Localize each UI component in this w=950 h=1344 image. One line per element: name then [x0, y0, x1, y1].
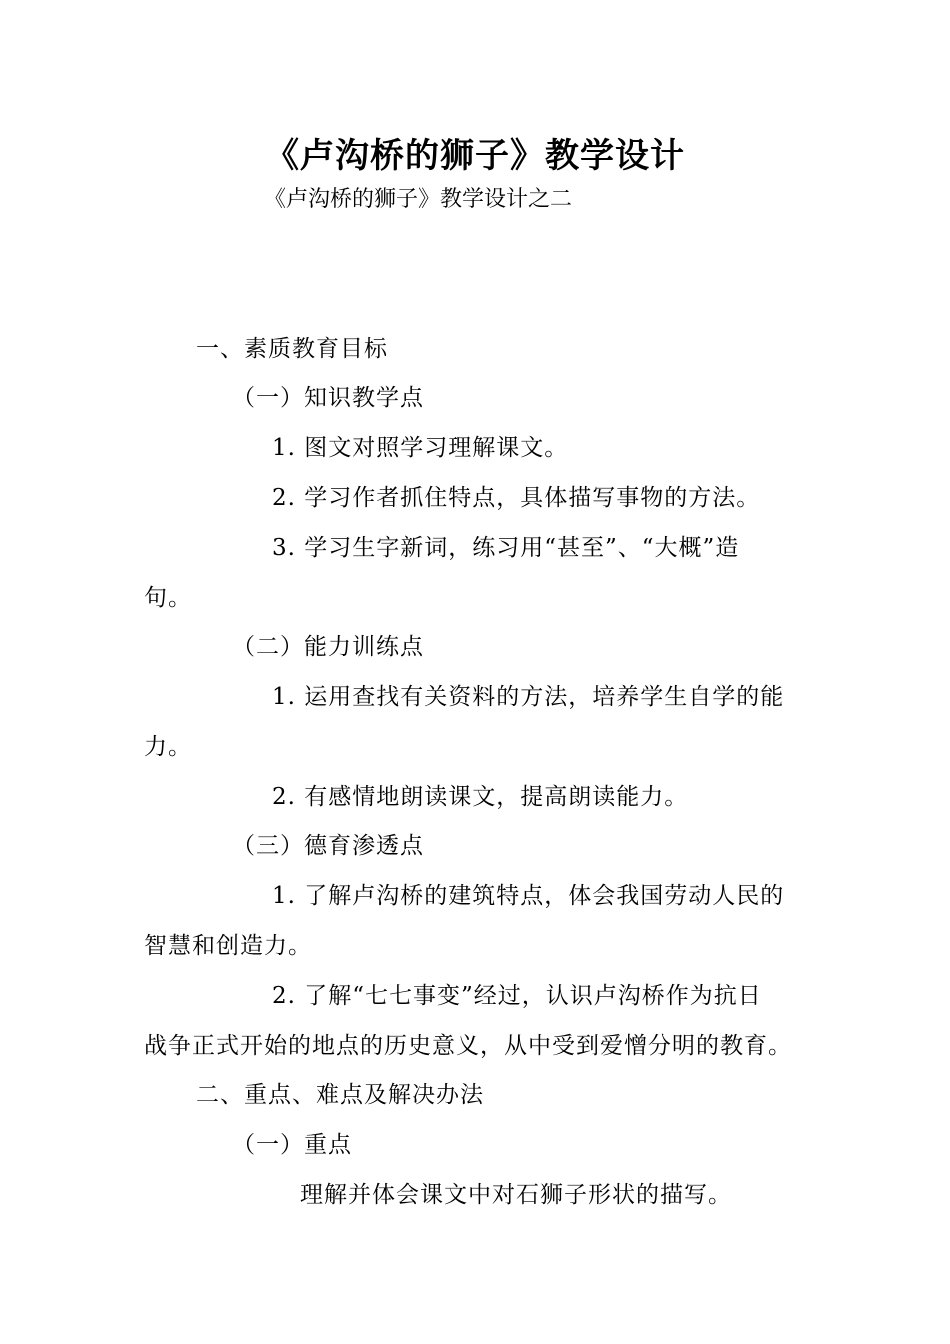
paragraph-line: 2. 有感情地朗读课文，提高朗读能力。 — [272, 784, 689, 810]
subsection-heading: （三）德育渗透点 — [232, 833, 424, 859]
paragraph-line: 1. 图文对照学习理解课文。 — [272, 435, 569, 461]
subsection-heading: （二）能力训练点 — [232, 634, 424, 660]
paragraph-line: 理解并体会课文中对石狮子形状的描写。 — [300, 1182, 732, 1208]
paragraph-line: 力。 — [144, 734, 192, 760]
paragraph-line: 2. 学习作者抓住特点，具体描写事物的方法。 — [272, 485, 761, 511]
document-title: 《卢沟桥的狮子》教学设计 — [265, 136, 685, 176]
paragraph-line: 战争正式开始的地点的历史意义，从中受到爱憎分明的教育。 — [144, 1033, 792, 1059]
section-heading: 一、素质教育目标 — [196, 336, 388, 362]
paragraph-line: 2. 了解“七七事变”经过，认识卢沟桥作为抗日 — [272, 983, 762, 1009]
section-heading: 二、重点、难点及解决办法 — [196, 1082, 484, 1108]
subsection-heading: （一）知识教学点 — [232, 385, 424, 411]
paragraph-line: 3. 学习生字新词，练习用“甚至”、“大概”造 — [272, 535, 740, 561]
paragraph-line: 句。 — [144, 585, 192, 611]
paragraph-line: 智慧和创造力。 — [144, 933, 312, 959]
paragraph-line: 1. 运用查找有关资料的方法，培养学生自学的能 — [272, 684, 785, 710]
subsection-heading: （一）重点 — [232, 1132, 352, 1158]
paragraph-line: 1. 了解卢沟桥的建筑特点，体会我国劳动人民的 — [272, 883, 785, 909]
document-subtitle: 《卢沟桥的狮子》教学设计之二 — [264, 187, 573, 212]
